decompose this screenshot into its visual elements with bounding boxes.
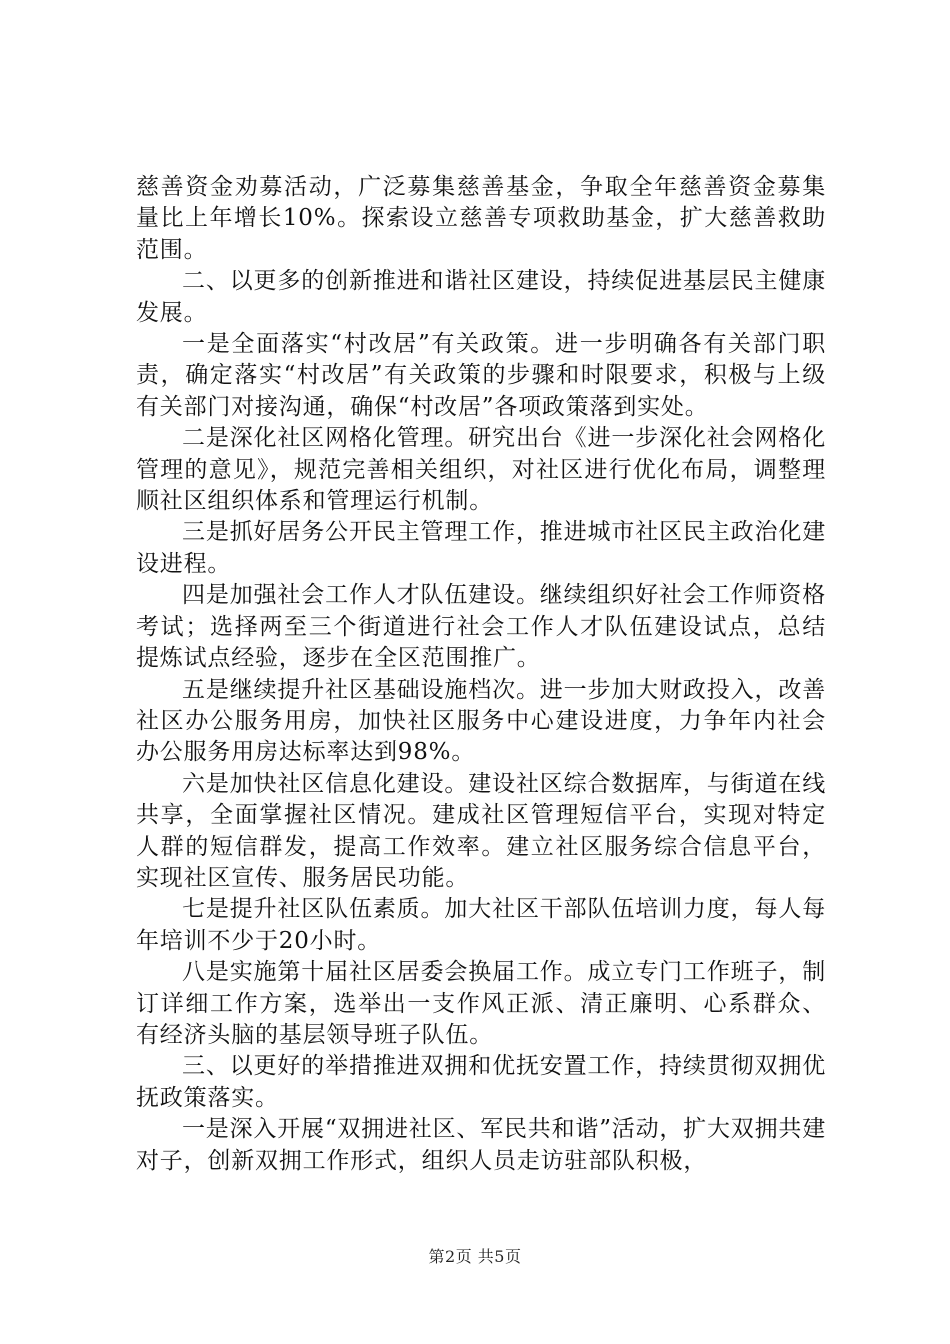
paragraph-item-7: 七是提升社区队伍素质。加大社区干部队伍培训力度，每人每年培训不少于20小时。 xyxy=(136,896,826,954)
paragraph-section-two-heading: 二、以更多的创新推进和谐社区建设，持续促进基层民主健康发展。 xyxy=(136,268,826,326)
paragraph-item-3: 三是抓好居务公开民主管理工作，推进城市社区民主政治化建设进程。 xyxy=(136,519,826,577)
paragraph-item-6: 六是加快社区信息化建设。建设社区综合数据库，与街道在线共享，全面掌握社区情况。建成社区管理短信平台，实现对特定人群的短信群发，提高工作效率。建立社区服务综合信息平台，实现社区宣传、服务居民功能。 xyxy=(136,770,826,891)
paragraph-item-2: 二是深化社区网格化管理。研究出台《进一步深化社会网格化管理的意见》，规范完善相关组织，对社区进行优化布局，调整理顺社区组织体系和管理运行机制。 xyxy=(136,425,826,515)
paragraph-section-three-item-1: 一是深入开展“双拥进社区、军民共和谐”活动，扩大双拥共建对子，创新双拥工作形式，组织人员走访驻部队积极， xyxy=(136,1116,826,1174)
paragraph-item-1: 一是全面落实“村改居”有关政策。进一步明确各有关部门职责，确定落实“村改居”有关政策的步骤和时限要求，积极与上级有关部门对接沟通，确保“村改居”各项政策落到实处。 xyxy=(136,331,826,420)
paragraph-item-4: 四是加强社会工作人才队伍建设。继续组织好社会工作师资格考试；选择两至三个街道进行社会工作人才队伍建设试点，总结提炼试点经验，逐步在全区范围推广。 xyxy=(136,582,826,672)
paragraph-continued: 慈善资金劝募活动，广泛募集慈善基金，争取全年慈善资金募集量比上年增长10%。探索设立慈善专项救助基金，扩大慈善救助范围。 xyxy=(136,174,826,263)
paragraph-item-8: 八是实施第十届社区居委会换届工作。成立专门工作班子，制订详细工作方案，选举出一支作风正派、清正廉明、心系群众、有经济头脑的基层领导班子队伍。 xyxy=(136,959,826,1048)
paragraph-item-5: 五是继续提升社区基础设施档次。进一步加大财政投入，改善社区办公服务用房，加快社区服务中心建设进度，力争年内社会办公服务用房达标率达到98%。 xyxy=(136,676,826,766)
page-number-footer: 第2页 共5页 xyxy=(428,1247,522,1266)
paragraph-section-three-heading: 三、以更好的举措推进双拥和优抚安置工作，持续贯彻双拥优抚政策落实。 xyxy=(136,1053,826,1111)
document-body xyxy=(136,172,826,1177)
